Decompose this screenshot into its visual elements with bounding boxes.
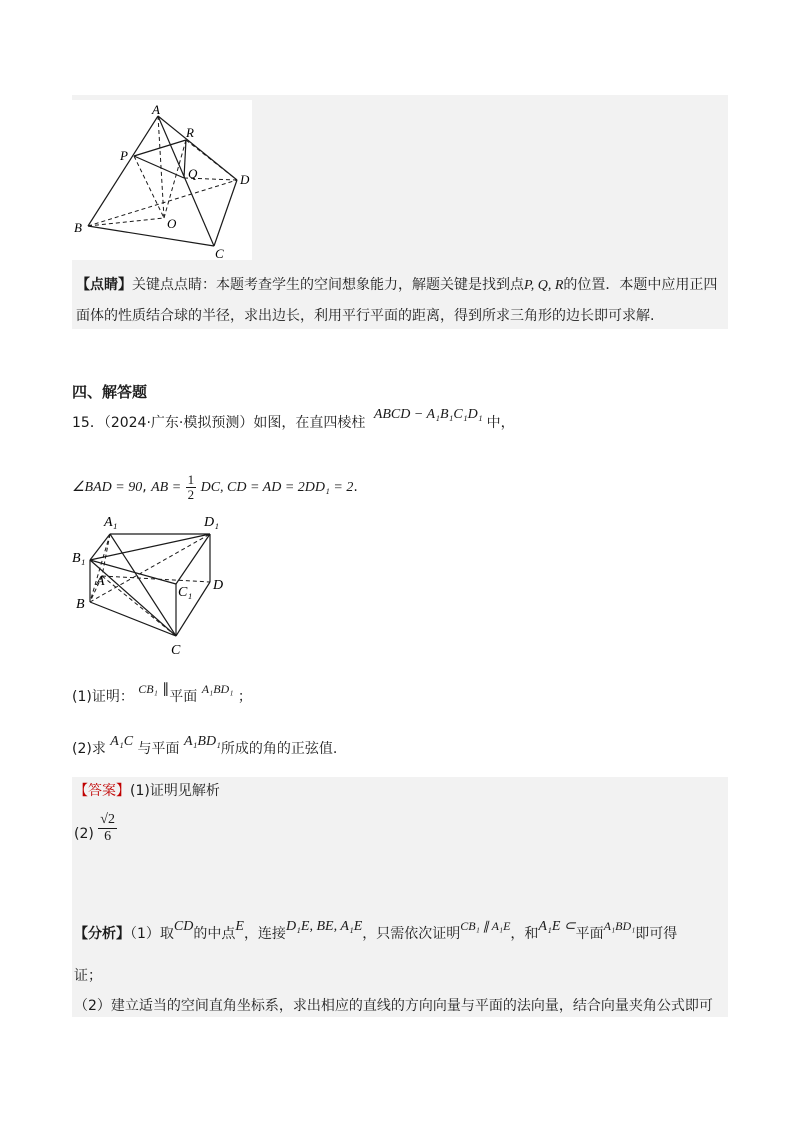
prism-figure (72, 512, 242, 662)
vertex-label-A1: A₁ (104, 515, 118, 530)
prism-diagram (72, 512, 242, 662)
dianjing-line-1: 【点睛】关键点点睛：本题考查学生的空间想象能力，解题关键是找到点P, Q, R的位置．本题中应用正四 (76, 277, 718, 293)
vertex-label-B: B (76, 597, 85, 612)
condition-ab: AB = (151, 480, 182, 495)
question-1: (1)证明： CB₁ ∥平面 A₁BD₁ ； (72, 681, 252, 705)
analysis-line-1: 【分析】（1）取CD的中点E，连接D₁E, BE, A₁E，只需依次证明CB₁ ∥ A₁E，和A₁E ⊂平面A₁BD₁即可得 (74, 919, 678, 942)
points-pqr: P, Q, R (524, 278, 564, 293)
vertex-label-D: D (240, 172, 250, 187)
vertex-label-Q: Q (188, 166, 198, 181)
vertex-label-C1: C₁ (178, 585, 193, 600)
question-2: (2)求 A₁C 与平面 A₁BD₁所成的角的正弦值. (72, 734, 338, 757)
analysis-tag: 【分析】 (74, 926, 130, 942)
analysis-line-3: （2）建立适当的空间直角坐标系，求出相应的直线的方向向量与平面的法向量，结合向量夹角公式即可 (74, 998, 713, 1014)
answer-fraction: $\frac{√2}{6}$ (100, 811, 115, 844)
analysis-line-2: 证； (74, 968, 102, 984)
condition-rest: DC, CD = AD = 2DD₁ = 2 (200, 480, 354, 495)
problem-conditions: ∠BAD = 90, AB = $\frac{1}{2}$ DC, CD = AD = 2DD₁ = 2. (72, 471, 358, 502)
tetrahedron-figure (72, 100, 252, 260)
vertex-label-A: A (152, 102, 160, 117)
tetrahedron-diagram (72, 100, 252, 260)
problem-statement-line-1: 15．（2024·广东·模拟预测）如图，在直四棱柱 ABCD − A₁B₁C₁D₁中， (72, 407, 515, 431)
section-title: 四、解答题 (72, 383, 148, 401)
vertex-label-R: R (186, 125, 194, 140)
answer-line-1: 【答案】(1)证明见解析 (74, 783, 220, 799)
vertex-label-P: P (120, 148, 128, 163)
answer-shaded-block (72, 777, 728, 1017)
problem-number: 15． (72, 415, 104, 431)
fraction-one-half: $\frac{1}{2}$ (187, 471, 195, 502)
prism-name: ABCD − A₁B₁C₁D₁ (373, 407, 483, 422)
condition-angle: ∠BAD = 90 (72, 480, 143, 495)
problem-source: （2024·广东·模拟预测） (103, 415, 254, 431)
vertex-label-C: C (215, 246, 224, 260)
vertex-label-D: D (213, 578, 224, 593)
vertex-label-B: B (74, 220, 82, 235)
answer-line-2: (2) $\frac{√2}{6}$ (74, 811, 115, 844)
vertex-label-A: A (96, 574, 105, 589)
vertex-label-D1: D₁ (204, 515, 219, 530)
vertex-label-O: O (167, 216, 177, 231)
dianjing-tag: 【点睛】 (76, 277, 132, 293)
vertex-label-B1: B₁ (72, 551, 86, 566)
dianjing-line-2: 面体的性质结合球的半径，求出边长，利用平行平面的距离，得到所求三角形的边长即可求解. (76, 308, 655, 324)
vertex-label-C: C (171, 643, 181, 658)
answer-tag: 【答案】 (74, 783, 130, 799)
